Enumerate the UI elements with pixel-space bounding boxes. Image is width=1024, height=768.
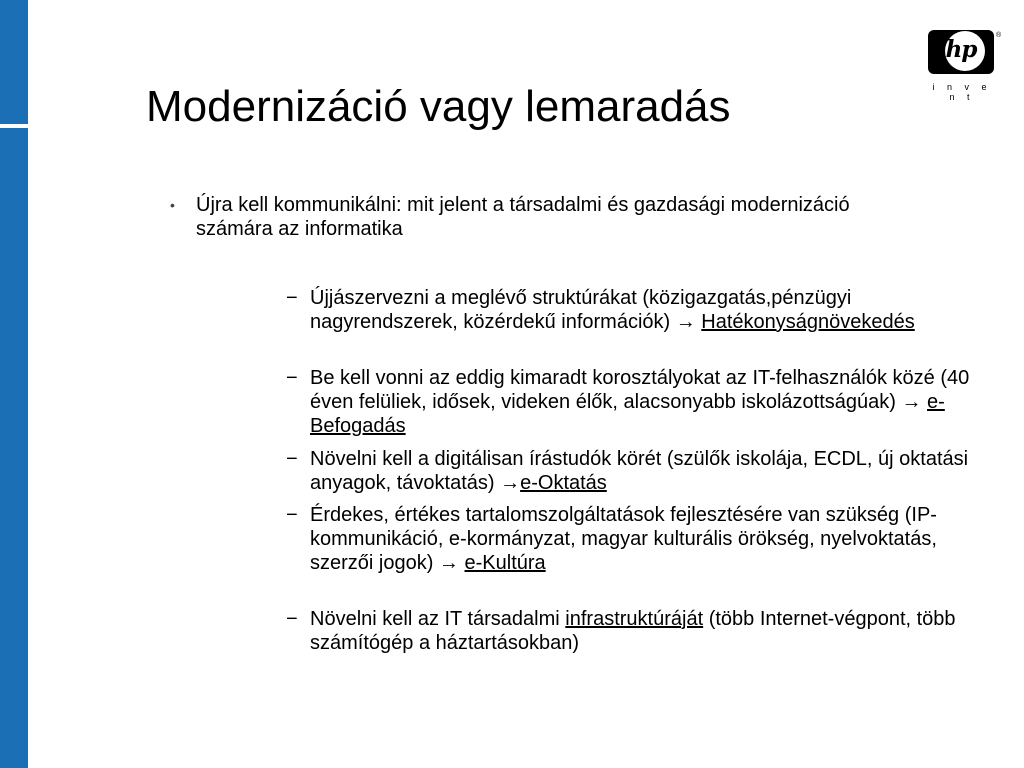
sub-bullet-text-part: Érdekes, értékes tartalomszolgáltatások fejlesztésére van szükség (IP-kommunikáció, e-kormányzat, magyar kulturális örökség, nyelvoktatás, szerzői jogok) →: [310, 504, 937, 574]
hp-logo: [924, 26, 1002, 102]
sub-bullet-text: [310, 366, 970, 438]
main-bullet-text: Újra kell kommunikálni: mit jelent a társadalmi és gazdasági modernizáció számára az informatika: [196, 194, 850, 240]
left-accent-bar: [0, 0, 28, 768]
hp-logo-badge: [928, 30, 1002, 74]
slide-title: Modernizáció vagy lemaradás: [146, 82, 731, 131]
link-hatekonysag[interactable]: Hatékonyságnövekedés: [701, 311, 915, 333]
dash-marker: −: [286, 608, 298, 630]
sub-bullet-text: [310, 286, 970, 334]
sub-bullet-text: [310, 447, 970, 495]
sub-bullet-text-part: Növelni kell a digitálisan írástudók körét (szülők iskolája, ECDL, új oktatási anyagok, távoktatás) →: [310, 448, 969, 494]
hp-logo-tagline: i n v e n t: [932, 82, 992, 102]
sub-bullet-text: [310, 503, 970, 575]
registered-mark: ®: [996, 32, 1002, 39]
accent-bar-divider: [0, 124, 28, 128]
dash-marker: −: [286, 287, 298, 309]
sub-bullet-text: [310, 607, 970, 655]
sub-bullet-text-part: Növelni kell az IT társadalmi: [310, 608, 566, 630]
sub-bullet-text-part: Újjászervezni a meglévő struktúrákat (közigazgatás,pénzügyi nagyrendszerek, közérdekű információk) →: [310, 287, 852, 333]
sub-bullet-text-part: (több Internet-végpont, több számítógép a háztartásokban): [310, 608, 956, 654]
link-e-befogadas[interactable]: e-Befogadás: [310, 391, 945, 437]
dash-marker: −: [286, 504, 298, 526]
dash-marker: −: [286, 367, 298, 389]
link-infrastruktura[interactable]: infrastruktúráját: [565, 608, 704, 630]
sub-bullet-text-part: Be kell vonni az eddig kimaradt korosztályokat az IT-felhasználók közé (40 éven felüliek, idősek, videken élők, alacsonyabb iskolázottságúak) →: [310, 367, 970, 413]
bullet-marker: •: [170, 197, 175, 213]
dash-marker: −: [286, 448, 298, 470]
hp-logo-mark: hp: [945, 36, 977, 63]
link-e-kultura[interactable]: e-Kultúra: [464, 552, 546, 574]
link-e-oktatas[interactable]: e-Oktatás: [520, 472, 607, 494]
